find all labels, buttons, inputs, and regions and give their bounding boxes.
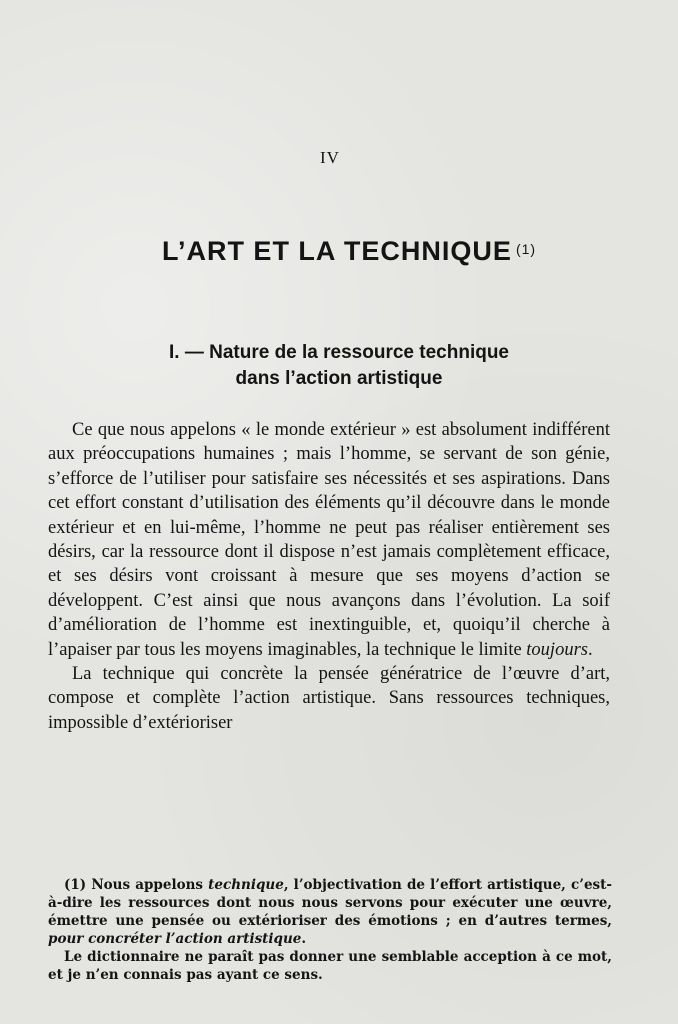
footnote-1-middle: , l’objectivation de l’effort artistique, c’est-à-dire les ressources dont nous nous servons pour exécuter une œuvre, émettre une pensée ou extérioriser des émotions ; en d’autres termes, [48,877,612,929]
body-text [48,418,610,735]
section-title-line-1: I. — Nature de la ressource technique [169,342,509,363]
footnote-1-start: (1) Nous appelons [64,877,209,893]
chapter-title [0,236,678,267]
footnote-1 [48,876,612,948]
footnotes [48,876,612,984]
footnote-1-emphasis-2: pour concréter l’action artistique [48,931,302,947]
paragraph-1-end: . [587,639,593,660]
footnote-1-end: . [301,931,307,947]
paragraph-2: La technique qui concrète la pensée génératrice de l’œuvre d’art, compose et complète l’action artistique. Sans ressources techniques, impossible d’extérioriser [48,664,610,733]
chapter-number: IV [320,148,340,167]
paragraph-1 [48,418,610,662]
section-title [0,340,678,392]
section-title-line-2: dans l’action artistique [235,368,443,389]
chapter-title-text: L’ART ET LA TECHNIQUE [161,236,512,266]
footnote-1-emphasis-1: technique [208,877,284,893]
footnote-reference[interactable]: (1) [515,241,537,257]
paragraph-1-emphasis: toujours [526,639,588,660]
paragraph-1-text: Ce que nous appelons « le monde extérieur » est absolument indifférent aux préoccupations humaines ; mais l’homme, se servant de son génie, s’efforce de l’utiliser pour satisfaire ses nécessités et ses aspirations. Dans cet effort constant d’utilisation des éléments qu’il découvre dans le monde extérieur et en lui-même, l’homme ne peut pas réaliser entièrement ses désirs, car la ressource dont il dispose n’est jamais complètement efficace, et ses désirs vont croissant à mesure que ses moyens d’action se développent. C’est ainsi que nous avançons dans l’évolution. La soif d’amélioration de l’homme est inextinguible, et, quoiqu’il cherche à l’apaiser par tous les moyens imaginables, la technique le limite [48,420,610,660]
footnote-2: Le dictionnaire ne paraît pas donner une semblable acception à ce mot, et je n’en connais pas ayant ce sens. [48,949,612,983]
